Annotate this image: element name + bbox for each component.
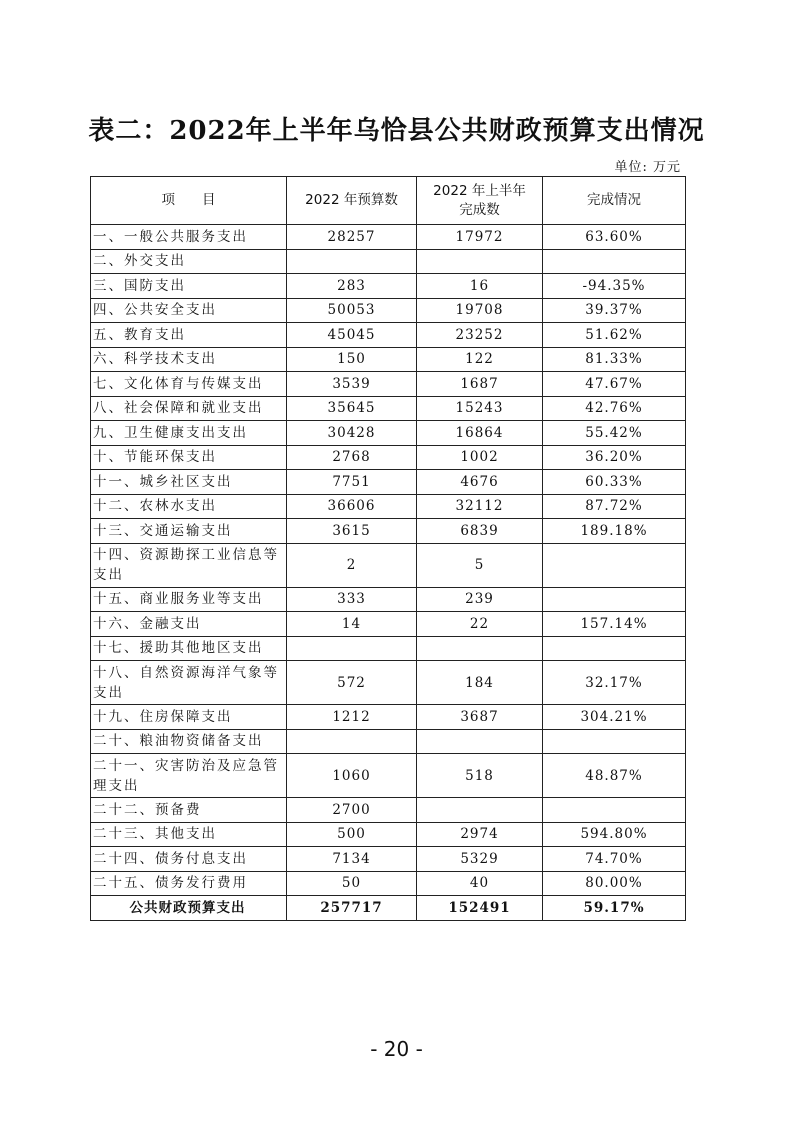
row-budget: 3615: [287, 519, 417, 544]
row-completed: 184: [417, 661, 543, 705]
row-completed: 1002: [417, 445, 543, 470]
row-rate: 74.70%: [543, 847, 686, 872]
row-rate: [543, 798, 686, 823]
row-budget: [287, 249, 417, 274]
row-budget: 333: [287, 587, 417, 612]
row-item: 十五、商业服务业等支出: [91, 587, 287, 612]
row-completed: 32112: [417, 494, 543, 519]
row-item: 十九、住房保障支出: [91, 705, 287, 730]
row-completed: 19708: [417, 298, 543, 323]
row-item: 三、国防支出: [91, 274, 287, 299]
row-item: 二、外交支出: [91, 249, 287, 274]
row-item: 六、科学技术支出: [91, 347, 287, 372]
row-item: 十、节能环保支出: [91, 445, 287, 470]
row-item: 一、一般公共服务支出: [91, 225, 287, 250]
table-row: [91, 347, 686, 372]
row-budget: [287, 729, 417, 754]
row-rate: 157.14%: [543, 612, 686, 637]
row-item: 九、卫生健康支出支出: [91, 421, 287, 446]
table-row: [91, 445, 686, 470]
row-completed: [417, 729, 543, 754]
row-completed: 2974: [417, 822, 543, 847]
table-row: [91, 661, 686, 705]
table-header-row: [91, 177, 686, 225]
row-item: 十三、交通运输支出: [91, 519, 287, 544]
row-budget: 150: [287, 347, 417, 372]
row-budget: 572: [287, 661, 417, 705]
row-item: 二十五、债务发行费用: [91, 871, 287, 896]
row-budget: 1212: [287, 705, 417, 730]
table-row: [91, 298, 686, 323]
page-title: 表二：2022年上半年乌恰县公共财政预算支出情况: [88, 116, 705, 146]
row-completed: 15243: [417, 396, 543, 421]
row-completed: 3687: [417, 705, 543, 730]
row-rate: 594.80%: [543, 822, 686, 847]
row-rate: 60.33%: [543, 470, 686, 495]
row-completed: [417, 798, 543, 823]
table-row: [91, 822, 686, 847]
table-row: [91, 372, 686, 397]
row-budget: 7751: [287, 470, 417, 495]
table-row: [91, 587, 686, 612]
total-budget: 257717: [287, 896, 417, 921]
row-completed: [417, 636, 543, 661]
row-rate: 80.00%: [543, 871, 686, 896]
expenditure-table: [90, 176, 686, 921]
row-budget: 36606: [287, 494, 417, 519]
row-budget: 50: [287, 871, 417, 896]
total-row: [91, 896, 686, 921]
row-budget: 2: [287, 543, 417, 587]
row-rate: [543, 729, 686, 754]
row-rate: 39.37%: [543, 298, 686, 323]
header-rate: 完成情况: [543, 177, 686, 225]
row-completed: 5329: [417, 847, 543, 872]
table-row: [91, 798, 686, 823]
total-completed: 152491: [417, 896, 543, 921]
row-item: 二十二、预备费: [91, 798, 287, 823]
row-rate: -94.35%: [543, 274, 686, 299]
row-item: 十四、资源勘探工业信息等支出: [91, 543, 287, 587]
row-item: 十七、援助其他地区支出: [91, 636, 287, 661]
row-completed: 122: [417, 347, 543, 372]
table-row: [91, 225, 686, 250]
table-row: [91, 705, 686, 730]
total-item: 公共财政预算支出: [91, 896, 287, 921]
row-completed: 17972: [417, 225, 543, 250]
row-rate: 63.60%: [543, 225, 686, 250]
row-item: 十六、金融支出: [91, 612, 287, 637]
row-budget: 500: [287, 822, 417, 847]
row-budget: 28257: [287, 225, 417, 250]
row-item: 二十四、债务付息支出: [91, 847, 287, 872]
row-rate: 87.72%: [543, 494, 686, 519]
row-budget: 2700: [287, 798, 417, 823]
table-row: [91, 494, 686, 519]
row-rate: 81.33%: [543, 347, 686, 372]
row-rate: 47.67%: [543, 372, 686, 397]
row-item: 八、社会保障和就业支出: [91, 396, 287, 421]
table-row: [91, 847, 686, 872]
row-budget: 1060: [287, 754, 417, 798]
table-row: [91, 543, 686, 587]
total-rate: 59.17%: [543, 896, 686, 921]
row-budget: 50053: [287, 298, 417, 323]
row-completed: 16864: [417, 421, 543, 446]
unit-label: 单位: 万元: [614, 160, 681, 175]
row-rate: 32.17%: [543, 661, 686, 705]
table-row: [91, 636, 686, 661]
row-budget: [287, 636, 417, 661]
table-row: [91, 871, 686, 896]
row-completed: 40: [417, 871, 543, 896]
row-budget: 14: [287, 612, 417, 637]
row-completed: 6839: [417, 519, 543, 544]
row-item: 十一、城乡社区支出: [91, 470, 287, 495]
row-budget: 45045: [287, 323, 417, 348]
header-budget: 2022 年预算数: [287, 177, 417, 225]
table-row: [91, 421, 686, 446]
row-completed: 518: [417, 754, 543, 798]
row-completed: 4676: [417, 470, 543, 495]
row-rate: 304.21%: [543, 705, 686, 730]
row-rate: [543, 587, 686, 612]
table-row: [91, 274, 686, 299]
row-rate: 48.87%: [543, 754, 686, 798]
row-rate: 36.20%: [543, 445, 686, 470]
row-rate: [543, 636, 686, 661]
row-rate: 55.42%: [543, 421, 686, 446]
row-budget: 7134: [287, 847, 417, 872]
row-item: 十二、农林水支出: [91, 494, 287, 519]
row-budget: 283: [287, 274, 417, 299]
table-row: [91, 249, 686, 274]
row-item: 二十三、其他支出: [91, 822, 287, 847]
row-item: 二十一、灾害防治及应急管理支出: [91, 754, 287, 798]
row-budget: 2768: [287, 445, 417, 470]
page-number: - 20 -: [370, 1037, 423, 1061]
table-row: [91, 754, 686, 798]
table-row: [91, 470, 686, 495]
row-item: 七、文化体育与传媒支出: [91, 372, 287, 397]
row-budget: 35645: [287, 396, 417, 421]
row-item: 十八、自然资源海洋气象等支出: [91, 661, 287, 705]
table-row: [91, 729, 686, 754]
row-rate: 51.62%: [543, 323, 686, 348]
row-item: 五、教育支出: [91, 323, 287, 348]
row-rate: [543, 249, 686, 274]
header-completed: 2022 年上半年 完成数: [417, 177, 543, 225]
row-item: 四、公共安全支出: [91, 298, 287, 323]
row-rate: 42.76%: [543, 396, 686, 421]
row-rate: 189.18%: [543, 519, 686, 544]
table-row: [91, 323, 686, 348]
row-rate: [543, 543, 686, 587]
row-budget: 30428: [287, 421, 417, 446]
row-completed: [417, 249, 543, 274]
table-row: [91, 519, 686, 544]
row-completed: 22: [417, 612, 543, 637]
table-body: [91, 225, 686, 921]
row-completed: 1687: [417, 372, 543, 397]
table-row: [91, 396, 686, 421]
row-completed: 239: [417, 587, 543, 612]
row-completed: 16: [417, 274, 543, 299]
row-completed: 23252: [417, 323, 543, 348]
row-completed: 5: [417, 543, 543, 587]
row-item: 二十、粮油物资储备支出: [91, 729, 287, 754]
header-item: 项 目: [91, 177, 287, 225]
table-row: [91, 612, 686, 637]
row-budget: 3539: [287, 372, 417, 397]
